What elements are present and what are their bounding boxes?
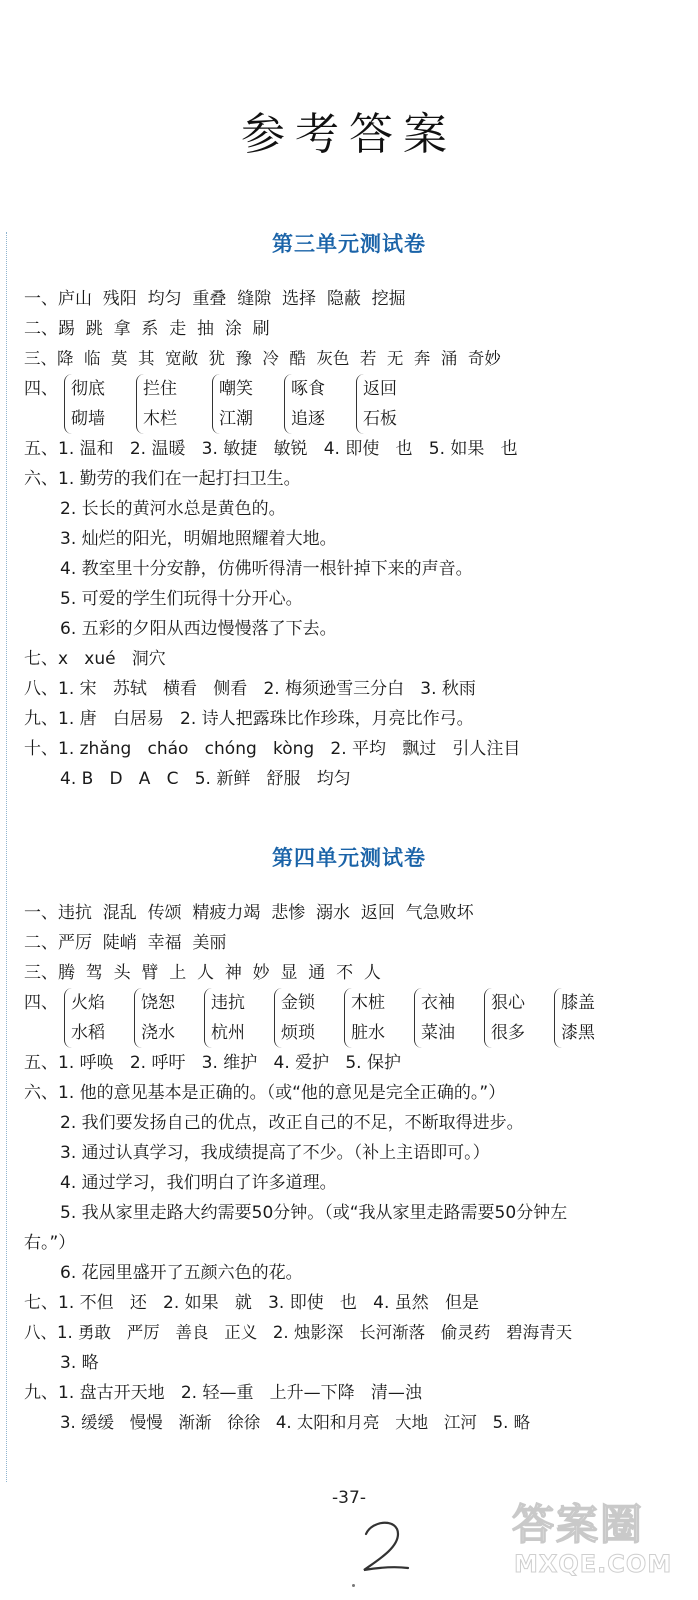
answer-line: 3. 灿烂的阳光，明媚地照耀着大地。 xyxy=(60,529,337,549)
word-pair-top: 木桩 xyxy=(351,993,385,1013)
word-pair-top: 啄食 xyxy=(291,379,325,399)
watermark-text: 答案圈 xyxy=(512,1500,645,1549)
answer-line: 一、违抗 混乱 传颂 精疲力竭 悲惨 溺水 返回 气急败坏 xyxy=(24,903,474,923)
answer-line: 五、1. 温和 2. 温暖 3. 敏捷 敏锐 4. 即使 也 5. 如果 也 xyxy=(24,439,518,459)
stray-dot xyxy=(352,1584,355,1587)
word-pair xyxy=(204,988,245,1048)
word-pair xyxy=(484,988,525,1048)
word-pair xyxy=(284,374,325,434)
handwritten-mark-icon xyxy=(358,1516,412,1576)
answer-line: 二、踢 跳 拿 系 走 抽 涂 刷 xyxy=(24,319,270,339)
word-pair-top: 火焰 xyxy=(71,993,105,1013)
question-number: 四、 xyxy=(24,379,58,399)
answer-line: 4. 教室里十分安静，仿佛听得清一根针掉下来的声音。 xyxy=(60,559,473,579)
answer-line: 2. 我们要发扬自己的优点，改正自己的不足，不断取得进步。 xyxy=(60,1113,524,1133)
word-pair-top: 金锁 xyxy=(281,993,315,1013)
word-pair xyxy=(134,988,175,1048)
answer-line: 三、腾 驾 头 臂 上 人 神 妙 显 通 不 人 xyxy=(24,963,381,983)
answer-line: 一、庐山 残阳 均匀 重叠 缝隙 选择 隐蔽 挖掘 xyxy=(24,289,406,309)
answer-line: 七、x xué 洞穴 xyxy=(24,649,166,669)
answer-line: 八、1. 宋 苏轼 横看 侧看 2. 梅须逊雪三分白 3. 秋雨 xyxy=(24,679,476,699)
word-pair-bottom: 追逐 xyxy=(291,409,325,429)
answer-line: 5. 我从家里走路大约需要50分钟。（或“我从家里走路需要50分钟左 xyxy=(60,1203,568,1223)
word-pair-top: 违抗 xyxy=(211,993,245,1013)
word-pair-top: 返回 xyxy=(363,379,397,399)
brace-answer-group xyxy=(0,374,698,436)
word-pair-bottom: 石板 xyxy=(363,409,397,429)
word-pair xyxy=(212,374,253,434)
answer-line: 八、1. 勇敢 严厉 善良 正义 2. 烛影深 长河渐落 偷灵药 碧海青天 xyxy=(24,1323,573,1342)
word-pair-bottom: 杭州 xyxy=(211,1023,245,1043)
watermark-url: MXQE.COM xyxy=(514,1550,673,1578)
watermark xyxy=(500,1484,690,1594)
answer-line: 三、降 临 莫 其 宽敞 犹 豫 冷 酷 灰色 若 无 奔 涌 奇妙 xyxy=(24,349,501,368)
word-pair-bottom: 很多 xyxy=(491,1023,525,1043)
word-pair xyxy=(64,988,105,1048)
answer-line: 3. 通过认真学习，我成绩提高了不少。（补上主语即可。） xyxy=(60,1143,490,1163)
page-number: -37- xyxy=(332,1488,366,1508)
answer-line: 二、严厉 陡峭 幸福 美丽 xyxy=(24,933,227,953)
word-pair-bottom: 浇水 xyxy=(141,1023,175,1043)
word-pair-bottom: 砌墙 xyxy=(71,409,105,429)
word-pair xyxy=(356,374,397,434)
word-pair-top: 衣袖 xyxy=(421,993,455,1013)
answer-line: 4. 通过学习，我们明白了许多道理。 xyxy=(60,1173,337,1193)
word-pair xyxy=(554,988,595,1048)
answer-line: 六、1. 勤劳的我们在一起打扫卫生。 xyxy=(24,469,301,489)
answer-line: 六、1. 他的意见基本是正确的。（或“他的意见是完全正确的。”） xyxy=(24,1083,506,1103)
word-pair-bottom: 水稻 xyxy=(71,1023,105,1043)
word-pair-bottom: 脏水 xyxy=(351,1023,385,1043)
section-title-unit-3: 第三单元测试卷 xyxy=(272,232,426,256)
word-pair-top: 拦住 xyxy=(143,379,177,399)
answer-line: 5. 可爱的学生们玩得十分开心。 xyxy=(60,589,303,609)
page-title: 参考答案 xyxy=(241,109,457,160)
answer-line: 九、1. 唐 白居易 2. 诗人把露珠比作珍珠，月亮比作弓。 xyxy=(24,709,474,729)
answer-line: 七、1. 不但 还 2. 如果 就 3. 即使 也 4. 虽然 但是 xyxy=(24,1293,479,1313)
answer-line: 十、1. zhǎng cháo chóng kòng 2. 平均 飘过 引人注目 xyxy=(24,739,521,759)
answer-line: 五、1. 呼唤 2. 呼吁 3. 维护 4. 爱护 5. 保护 xyxy=(24,1053,401,1073)
answer-line: 右。”） xyxy=(24,1233,76,1253)
word-pair-top: 嘲笑 xyxy=(219,379,253,399)
word-pair-bottom: 烦琐 xyxy=(281,1023,315,1043)
answer-line: 6. 花园里盛开了五颜六色的花。 xyxy=(60,1263,303,1283)
word-pair-top: 膝盖 xyxy=(561,993,595,1013)
word-pair-bottom: 漆黑 xyxy=(561,1023,595,1043)
word-pair xyxy=(136,374,177,434)
word-pair-bottom: 木栏 xyxy=(143,409,177,429)
answer-line: 2. 长长的黄河水总是黄色的。 xyxy=(60,499,286,519)
question-number: 四、 xyxy=(24,993,58,1013)
word-pair-top: 饶恕 xyxy=(141,993,175,1013)
word-pair-bottom: 江潮 xyxy=(219,409,253,429)
answer-line: 3. 略 xyxy=(60,1353,99,1373)
word-pair xyxy=(344,988,385,1048)
word-pair xyxy=(274,988,315,1048)
word-pair-top: 狠心 xyxy=(491,993,525,1013)
word-pair xyxy=(64,374,105,434)
word-pair xyxy=(414,988,455,1048)
answer-line: 九、1. 盘古开天地 2. 轻—重 上升—下降 清—浊 xyxy=(24,1383,422,1403)
word-pair-bottom: 菜油 xyxy=(421,1023,455,1043)
brace-answer-group xyxy=(0,988,698,1050)
section-title-unit-4: 第四单元测试卷 xyxy=(272,846,426,870)
word-pair-top: 彻底 xyxy=(71,379,105,399)
answer-line: 6. 五彩的夕阳从西边慢慢落了下去。 xyxy=(60,619,337,639)
answer-line: 4. B D A C 5. 新鲜 舒服 均匀 xyxy=(60,769,351,789)
answer-line: 3. 缓缓 慢慢 渐渐 徐徐 4. 太阳和月亮 大地 江河 5. 略 xyxy=(60,1413,531,1432)
